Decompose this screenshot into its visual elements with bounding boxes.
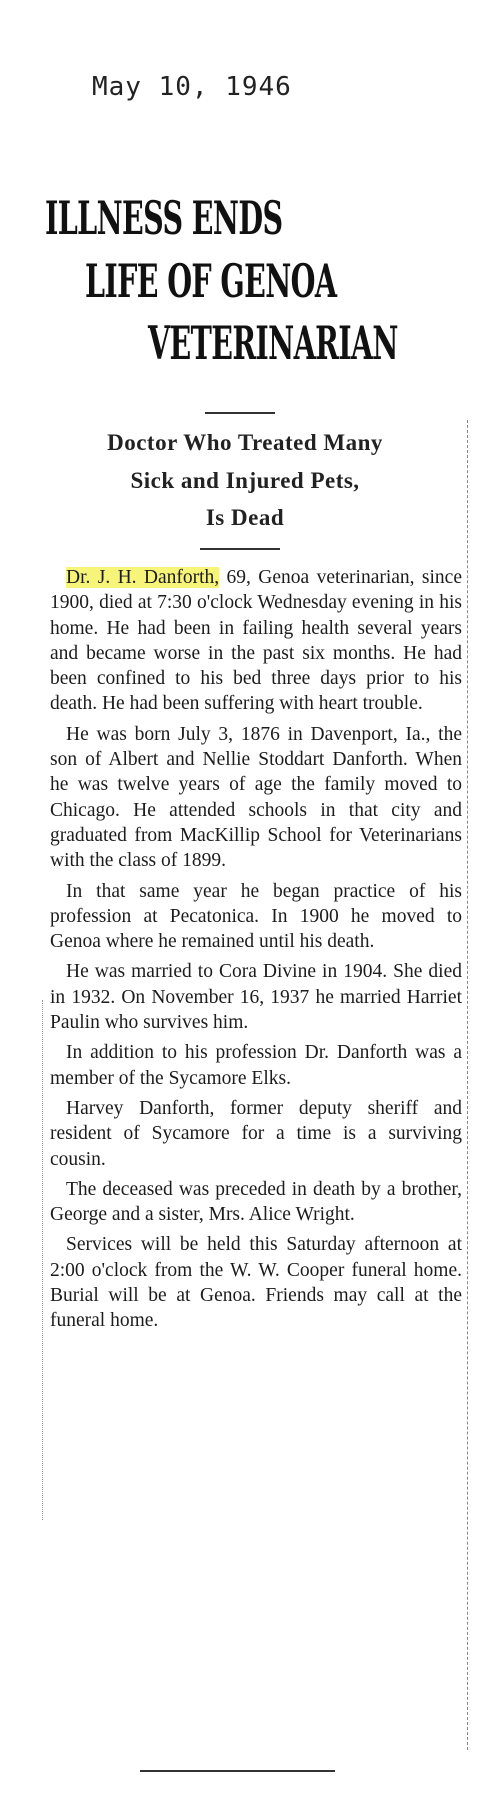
paragraph-8: Services will be held this Saturday afternoon at 2:00 o'clock from the W. W. Cooper funeral home. Burial will be at Genoa. Friends may call at the funeral home.	[50, 1234, 462, 1332]
highlighted-name: Dr. J. H. Danforth,	[66, 567, 220, 588]
paragraph-1-text: 69, Genoa veterinarian, since 1900, died at 7:30 o'clock Wednesday evening in his home. He had been in failing health several years and became worse in the past six months. He had been confined to his bed three days prior to his death. He had been suffering with heart trouble.	[50, 567, 462, 715]
clipping-cut-edge-right	[467, 420, 468, 1750]
paragraph-5: In addition to his profession Dr. Danforth was a member of the Sycamore Elks.	[50, 1042, 462, 1089]
headline-line-3: VETERINARIAN	[148, 316, 398, 370]
clipping-date: May 10, 1946	[92, 72, 292, 102]
subheadline-line-1: Doctor Who Treated Many	[107, 430, 383, 455]
end-rule	[140, 1770, 335, 1772]
headline-line-2: LIFE OF GENOA	[85, 254, 337, 308]
headline-divider	[205, 412, 275, 414]
subheadline-divider	[200, 548, 280, 550]
paragraph-2: He was born July 3, 1876 in Davenport, Ia., the son of Albert and Nellie Stoddart Danforth. When he was twelve years of age the family moved to Chicago. He attended schools in that city and graduated from MacKillip School for Veterinarians with the class of 1899.	[50, 723, 462, 872]
paragraph-4: He was married to Cora Divine in 1904. She died in 1932. On November 16, 1937 he married Harriet Paulin who survives him.	[50, 961, 462, 1034]
subheadline-line-2: Sick and Injured Pets,	[130, 468, 360, 493]
subheadline-line-3: Is Dead	[205, 505, 285, 530]
paragraph-7: The deceased was preceded in death by a brother, George and a sister, Mrs. Alice Wright.	[50, 1178, 462, 1226]
article-body	[50, 565, 462, 1339]
paragraph-3: In that same year he began practice of his profession at Pecatonica. In 1900 he moved to Genoa where he remained until his death.	[50, 880, 462, 953]
paragraph-6: Harvey Danforth, former deputy sheriff and resident of Sycamore for a time is a surviving cousin.	[50, 1097, 462, 1170]
clipping-cut-edge-left	[42, 1000, 43, 1520]
headline-line-1: ILLNESS ENDS	[45, 191, 283, 245]
paragraph-1	[50, 565, 462, 717]
